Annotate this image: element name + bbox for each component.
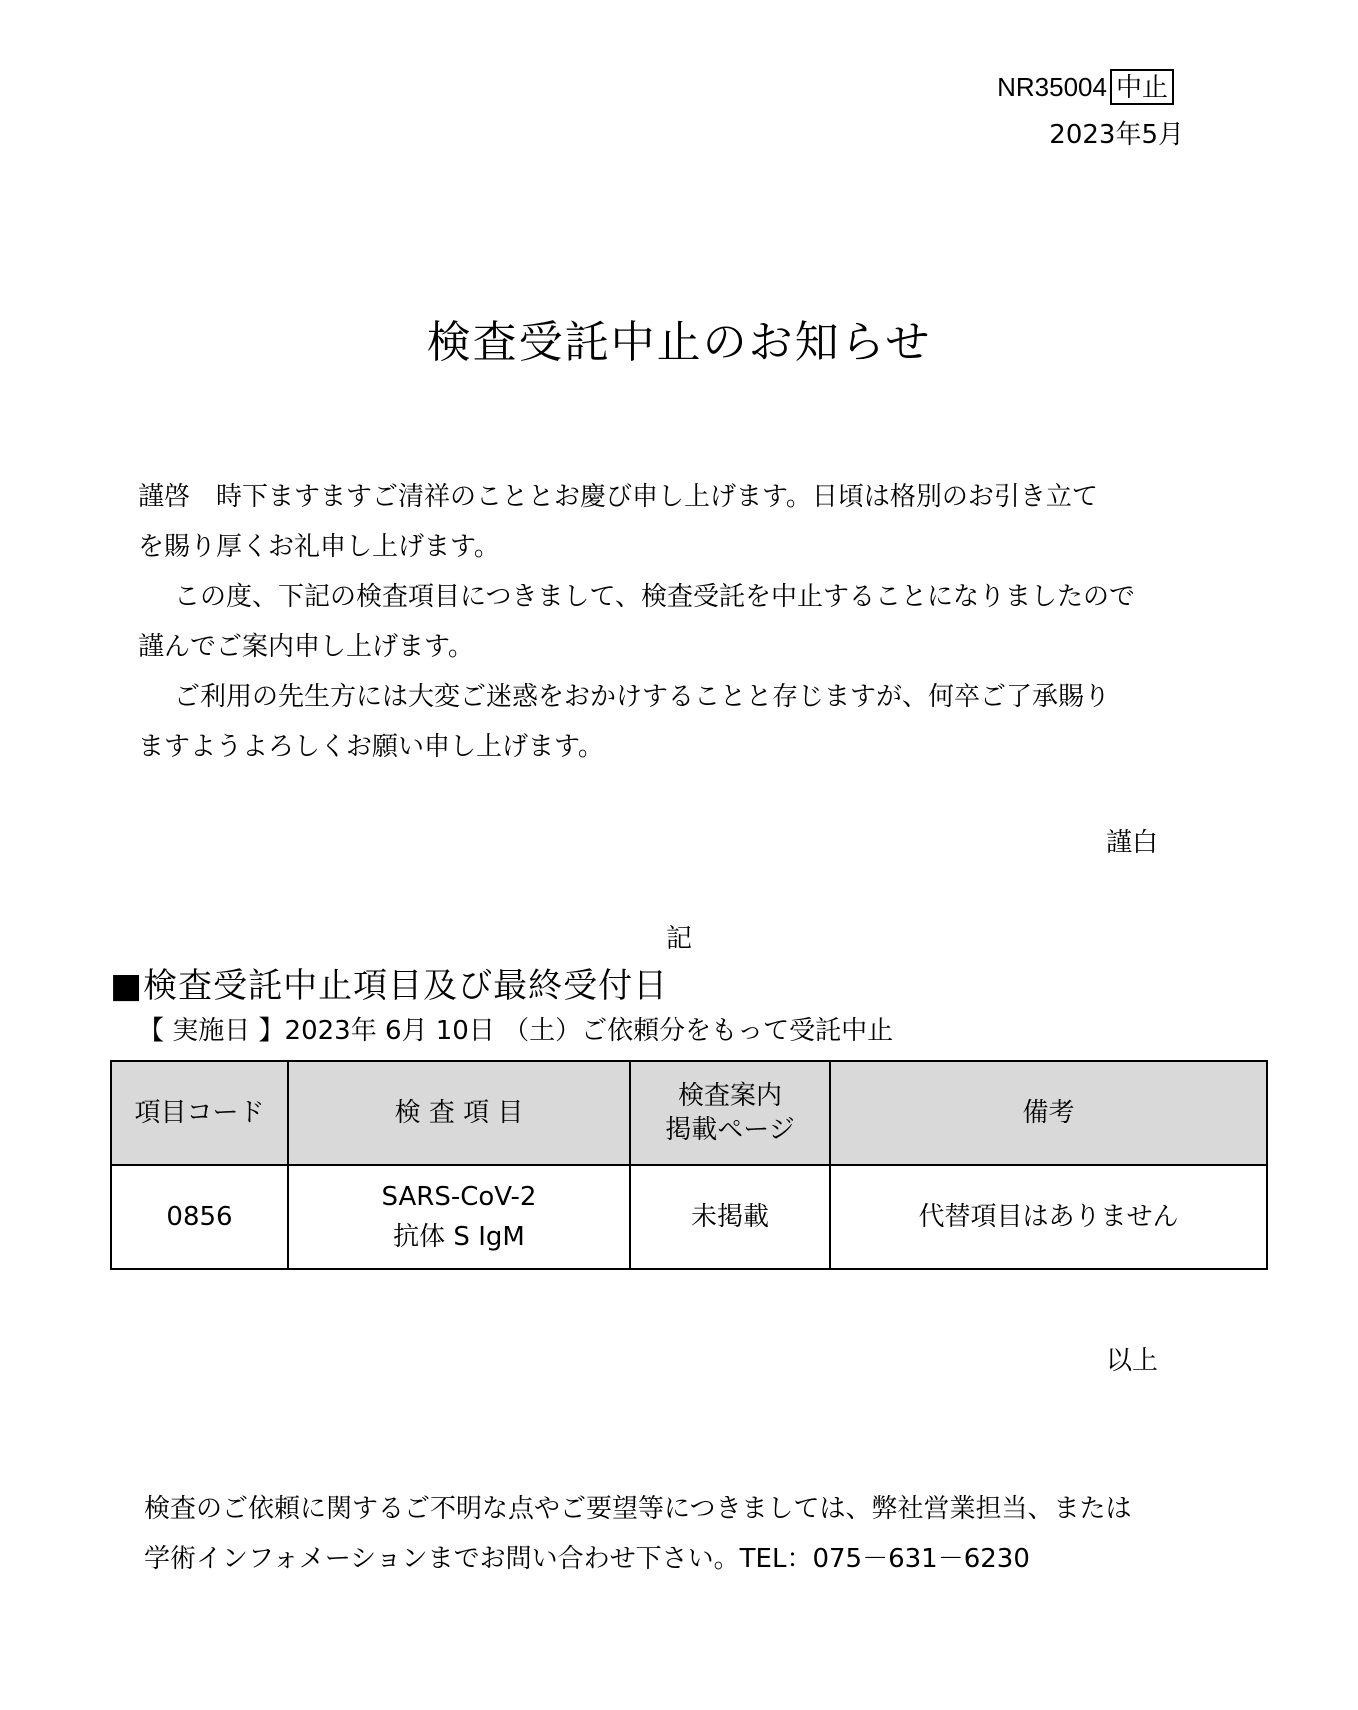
- header-page-line2: 掲載ページ: [665, 1115, 795, 1145]
- header-item: 検 査 項 目: [288, 1061, 630, 1165]
- closing-word: 謹白: [1105, 828, 1158, 858]
- table-row: [111, 1165, 1267, 1269]
- issue-date: 2023年5月: [1049, 120, 1184, 150]
- body-line: を賜り厚くお礼申し上げます。: [138, 532, 500, 562]
- header-page-line1: 検査案内: [677, 1081, 782, 1111]
- body-line: ご利用の先生方には大変ご迷惑をおかけすることと存じますが、何卒ご了承賜り: [174, 682, 1111, 712]
- page-title: 検査受託中止のお知らせ: [426, 317, 932, 368]
- table-header-row: [111, 1061, 1267, 1165]
- header-code: 項目コード: [111, 1061, 288, 1165]
- ki-mark: 記: [665, 924, 692, 954]
- footer-line: 検査のご依頼に関するご不明な点やご要望等につきましては、弊社営業担当、または: [144, 1494, 1132, 1524]
- cell-page: 未掲載: [630, 1165, 830, 1269]
- body-line: 謹んでご案内申し上げます。: [138, 632, 474, 662]
- contact-footer: [144, 1484, 1244, 1584]
- body-line: 謹啓 時下ますますご清祥のこととお慶び申し上げます。日頃は格別のお引き立て: [138, 482, 1098, 512]
- header-page: [630, 1061, 830, 1165]
- footer-line: 学術インフォメーションまでお問い合わせ下さい。TEL：075－631－6230: [144, 1544, 1030, 1574]
- document-number-block: [997, 68, 1174, 105]
- body-line: この度、下記の検査項目につきまして、検査受託を中止することになりましたので: [174, 582, 1135, 612]
- body-line: ますようよろしくお願い申し上げます。: [138, 732, 604, 762]
- end-mark: 以上: [1105, 1346, 1158, 1376]
- body-text: [138, 472, 1228, 772]
- cell-item-line2: 抗体 S IgM: [393, 1222, 525, 1252]
- cell-code: 0856: [111, 1165, 288, 1269]
- section-heading: ■検査受託中止項目及び最終受付日: [110, 966, 669, 1006]
- discontinued-items-table: [110, 1060, 1268, 1270]
- cell-item: [288, 1165, 630, 1269]
- cell-item-line1: SARS-CoV-2: [381, 1182, 537, 1212]
- cell-remarks: 代替項目はありません: [830, 1165, 1267, 1269]
- status-stamp: 中止: [1110, 69, 1174, 105]
- implementation-date: 【 実施日 】2023年 6月 10日 （土）ご依頼分をもって受託中止: [138, 1016, 894, 1046]
- header-remarks: 備考: [830, 1061, 1267, 1165]
- document-number: NR35004: [997, 72, 1107, 103]
